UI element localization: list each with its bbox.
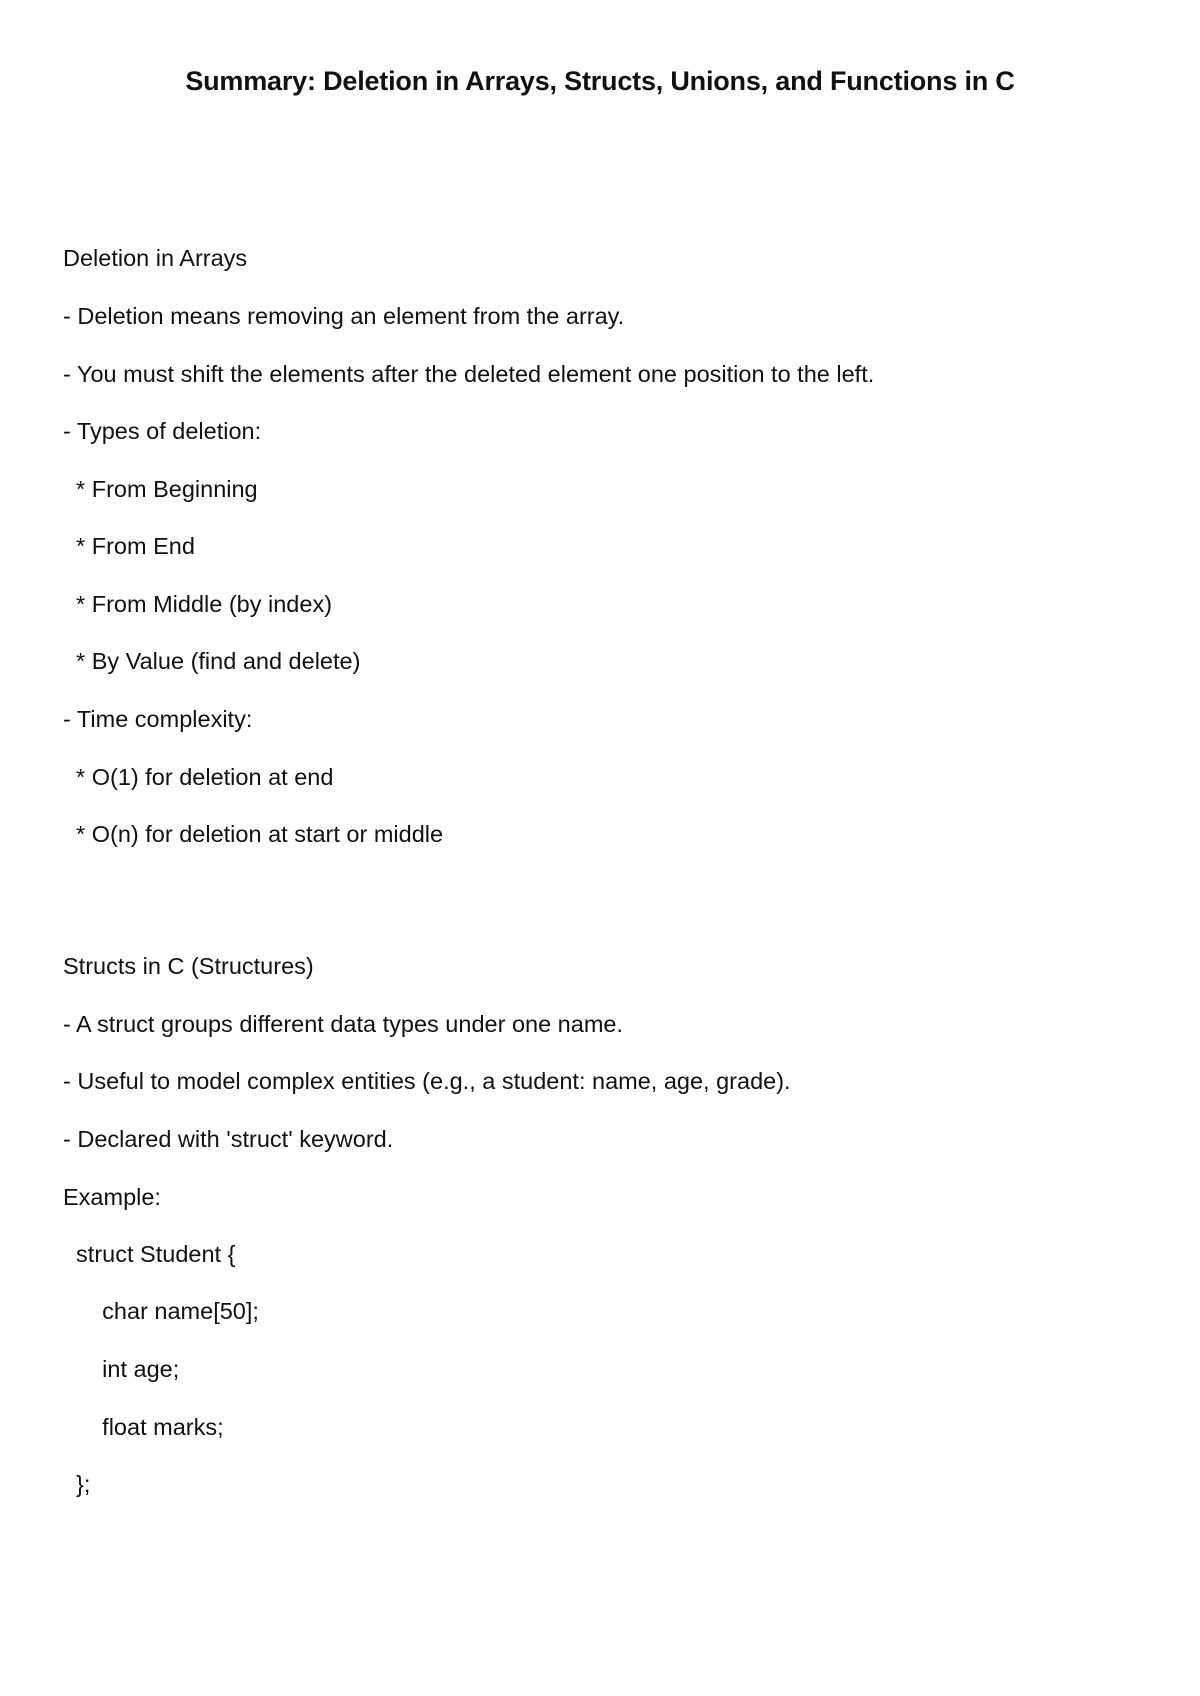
code-line: int age; (63, 1356, 180, 1382)
text-line: * From Middle (by index) (63, 591, 333, 617)
text-line: * O(1) for deletion at end (63, 764, 334, 790)
code-line: struct Student { (63, 1241, 236, 1267)
code-line: float marks; (63, 1414, 224, 1440)
text-line: - Types of deletion: (63, 418, 262, 444)
text-line: * From Beginning (63, 476, 258, 502)
text-line: * O(n) for deletion at start or middle (63, 821, 444, 847)
code-line: char name[50]; (63, 1298, 259, 1324)
text-line: - Deletion means removing an element from the array. (63, 303, 625, 329)
text-line: * From End (63, 533, 195, 559)
text-line: - A struct groups different data types under one name. (63, 1011, 623, 1037)
section-heading-arrays: Deletion in Arrays (63, 245, 248, 271)
section-heading-structs: Structs in C (Structures) (63, 953, 314, 979)
example-label: Example: (63, 1184, 161, 1210)
code-line: }; (63, 1471, 91, 1497)
text-line: - You must shift the elements after the deleted element one position to the left. (63, 361, 875, 387)
text-line: - Declared with 'struct' keyword. (63, 1126, 394, 1152)
text-line: - Useful to model complex entities (e.g., a student: name, age, grade). (63, 1068, 791, 1094)
text-line: - Time complexity: (63, 706, 253, 732)
text-line: * By Value (find and delete) (63, 648, 361, 674)
page-title: Summary: Deletion in Arrays, Structs, Unions, and Functions in C (185, 66, 1015, 96)
